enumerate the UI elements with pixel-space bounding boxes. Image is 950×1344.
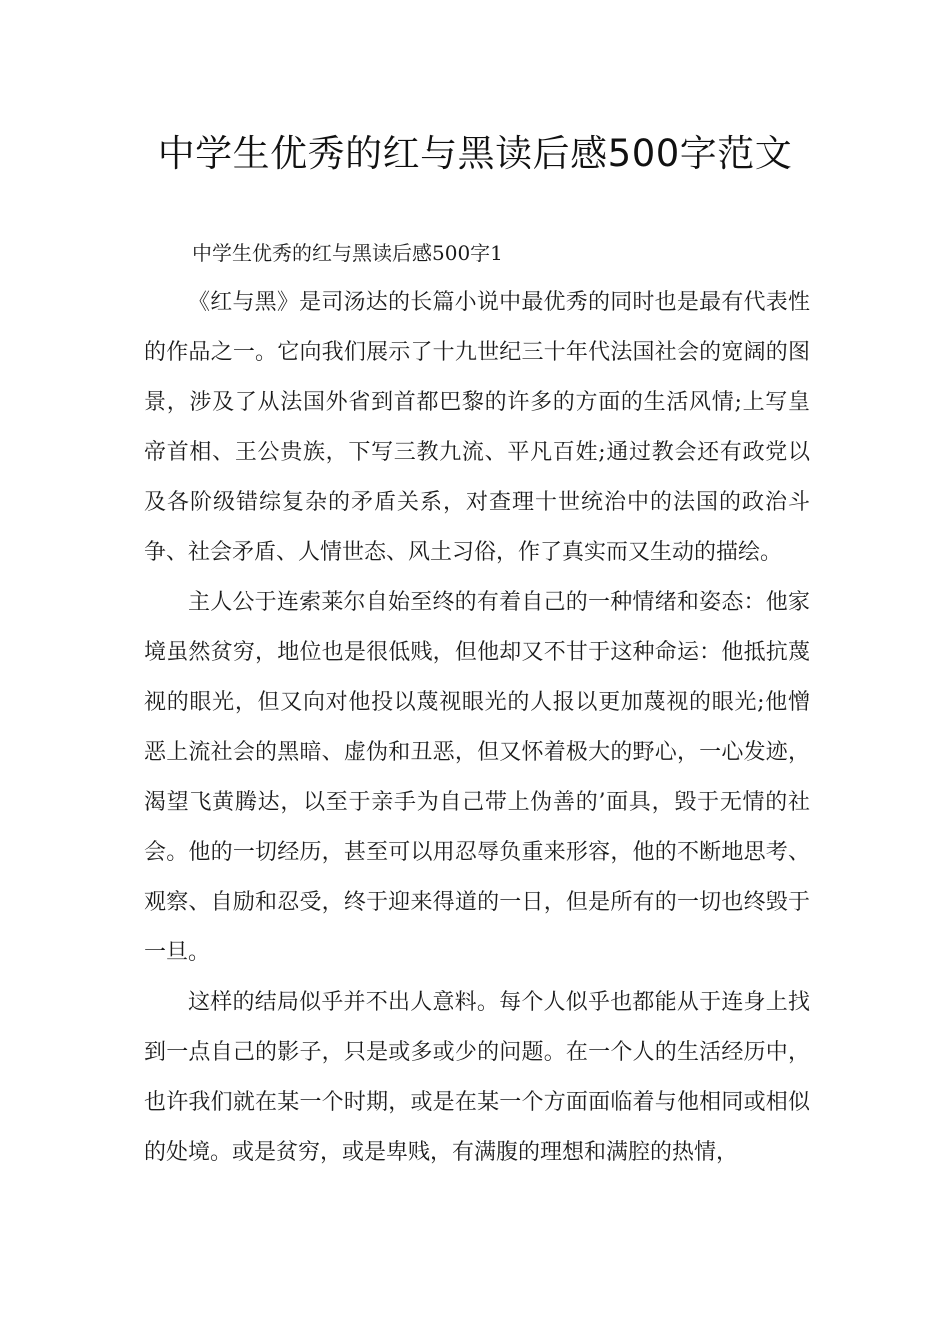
section-heading: 中学生优秀的红与黑读后感500字1 bbox=[192, 241, 503, 265]
document-body bbox=[144, 228, 810, 1178]
paragraph-3: 这样的结局似乎并不出人意料。每个人似乎也都能从于连身上找到一点自己的影子，只是或多或少的问题。在一个人的生活经历中，也许我们就在某一个时期，或是在某一个方面面临着与他相同或相似的处境。或是贫穷，或是卑贱，有满腹的理想和满腔的热情， bbox=[144, 990, 810, 1165]
document-title: 中学生优秀的红与黑读后感500字范文 bbox=[157, 132, 793, 175]
paragraph-2: 主人公于连索莱尔自始至终的有着自己的一种情绪和姿态：他家境虽然贫穷，地位也是很低贱，但他却又不甘于这种命运：他抵抗蔑视的眼光，但又向对他投以蔑视眼光的人报以更加蔑视的眼光;他憎恶上流社会的黑暗、虚伪和丑恶，但又怀着极大的野心，一心发迹，渴望飞黄腾达，以至于亲手为自己带上伪善的’面具，毁于无情的社会。他的一切经历，甚至可以用忍辱负重来形容，他的不断地思考、观察、自励和忍受，终于迎来得道的一日，但是所有的一切也终毁于一旦。 bbox=[144, 590, 810, 965]
paragraph-1: 《红与黑》是司汤达的长篇小说中最优秀的同时也是最有代表性的作品之一。它向我们展示了十九世纪三十年代法国社会的宽阔的图景，涉及了从法国外省到首都巴黎的许多的方面的生活风情;上写皇帝首相、王公贵族，下写三教九流、平凡百姓;通过教会还有政党以及各阶级错综复杂的矛盾关系，对查理十世统治中的法国的政治斗争、社会矛盾、人情世态、风土习俗，作了真实而又生动的描绘。 bbox=[144, 290, 810, 565]
